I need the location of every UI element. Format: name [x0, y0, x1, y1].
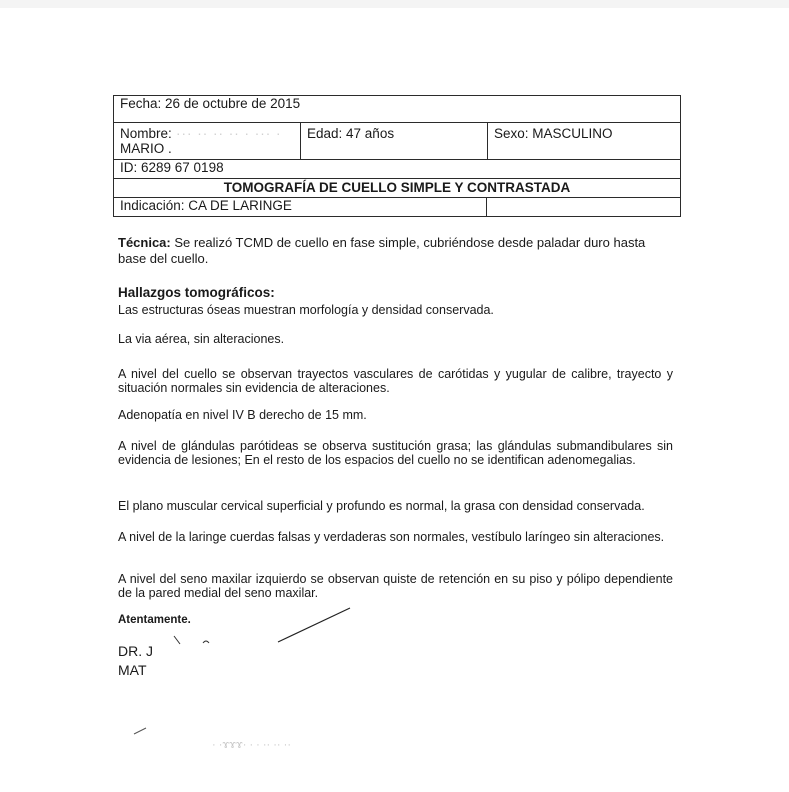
name-redacted: ··· ·· ·· ·· · ··· ·	[176, 126, 282, 141]
doctor-name: DR. J	[118, 643, 153, 659]
finding-airway: La via aérea, sin alteraciones.	[118, 332, 285, 346]
age-text: Edad: 47 años	[307, 126, 395, 141]
date-text: Fecha: 26 de octubre de 2015	[120, 96, 301, 111]
patient-row	[114, 123, 680, 160]
name-line2: MARIO .	[120, 141, 172, 156]
study-title: TOMOGRAFÍA DE CUELLO SIMPLE Y CONTRASTADA	[223, 180, 571, 195]
technique-label: Técnica:	[118, 235, 171, 250]
name-label: Nombre:	[120, 126, 172, 141]
scan-mark	[130, 724, 160, 738]
id-text: ID: 6289 67 0198	[120, 160, 224, 175]
patient-header-table	[113, 95, 681, 217]
finding-bones: Las estructuras óseas muestran morfología y densidad conservada.	[118, 303, 494, 317]
indication-empty-cell	[486, 198, 680, 216]
sex-cell	[487, 123, 680, 159]
technique-paragraph	[118, 235, 673, 267]
finding-adenopathy: Adenopatía en nivel IV B derecho de 15 mm.	[118, 408, 367, 422]
doctor-license: MAT	[118, 662, 147, 678]
indication-text: Indicación: CA DE LARINGE	[120, 198, 292, 213]
closing-atentamente: Atentamente.	[118, 614, 191, 626]
finding-maxillary: A nivel del seno maxilar izquierdo se observan quiste de retención en su piso y pólipo dependiente de la pared medial del seno maxilar.	[118, 572, 673, 600]
findings-title: Hallazgos tomográficos:	[118, 285, 275, 300]
indication-row	[114, 198, 680, 216]
scan-top-edge	[0, 0, 789, 8]
signature-stroke	[170, 598, 370, 648]
age-cell	[300, 123, 487, 159]
id-row	[114, 160, 680, 179]
technique-text: Se realizó TCMD de cuello en fase simple, cubriéndose desde paladar duro hasta base del cuello.	[118, 235, 646, 266]
finding-vascular: A nivel del cuello se observan trayectos vasculares de carótidas y yugular de calibre, trayecto y situación normales sin evidencia de alteraciones.	[118, 367, 673, 395]
finding-parotid: A nivel de glándulas parótideas se observa sustitución grasa; las glándulas submandibulares sin evidencia de lesiones; En el resto de los espacios del cuello no se identifican adenomegalias.	[118, 439, 673, 467]
name-cell	[114, 123, 300, 159]
date-row	[114, 96, 680, 123]
finding-larynx: A nivel de la laringe cuerdas falsas y verdaderas son normales, vestíbulo laríngeo sin alteraciones.	[118, 530, 665, 544]
faint-footer-text: · ·ɤɤɤ· · · ·· ·· ··	[212, 739, 291, 751]
title-row	[114, 179, 680, 198]
finding-muscle: El plano muscular cervical superficial y profundo es normal, la grasa con densidad conservada.	[118, 499, 645, 513]
sex-text: Sexo: MASCULINO	[494, 126, 613, 141]
